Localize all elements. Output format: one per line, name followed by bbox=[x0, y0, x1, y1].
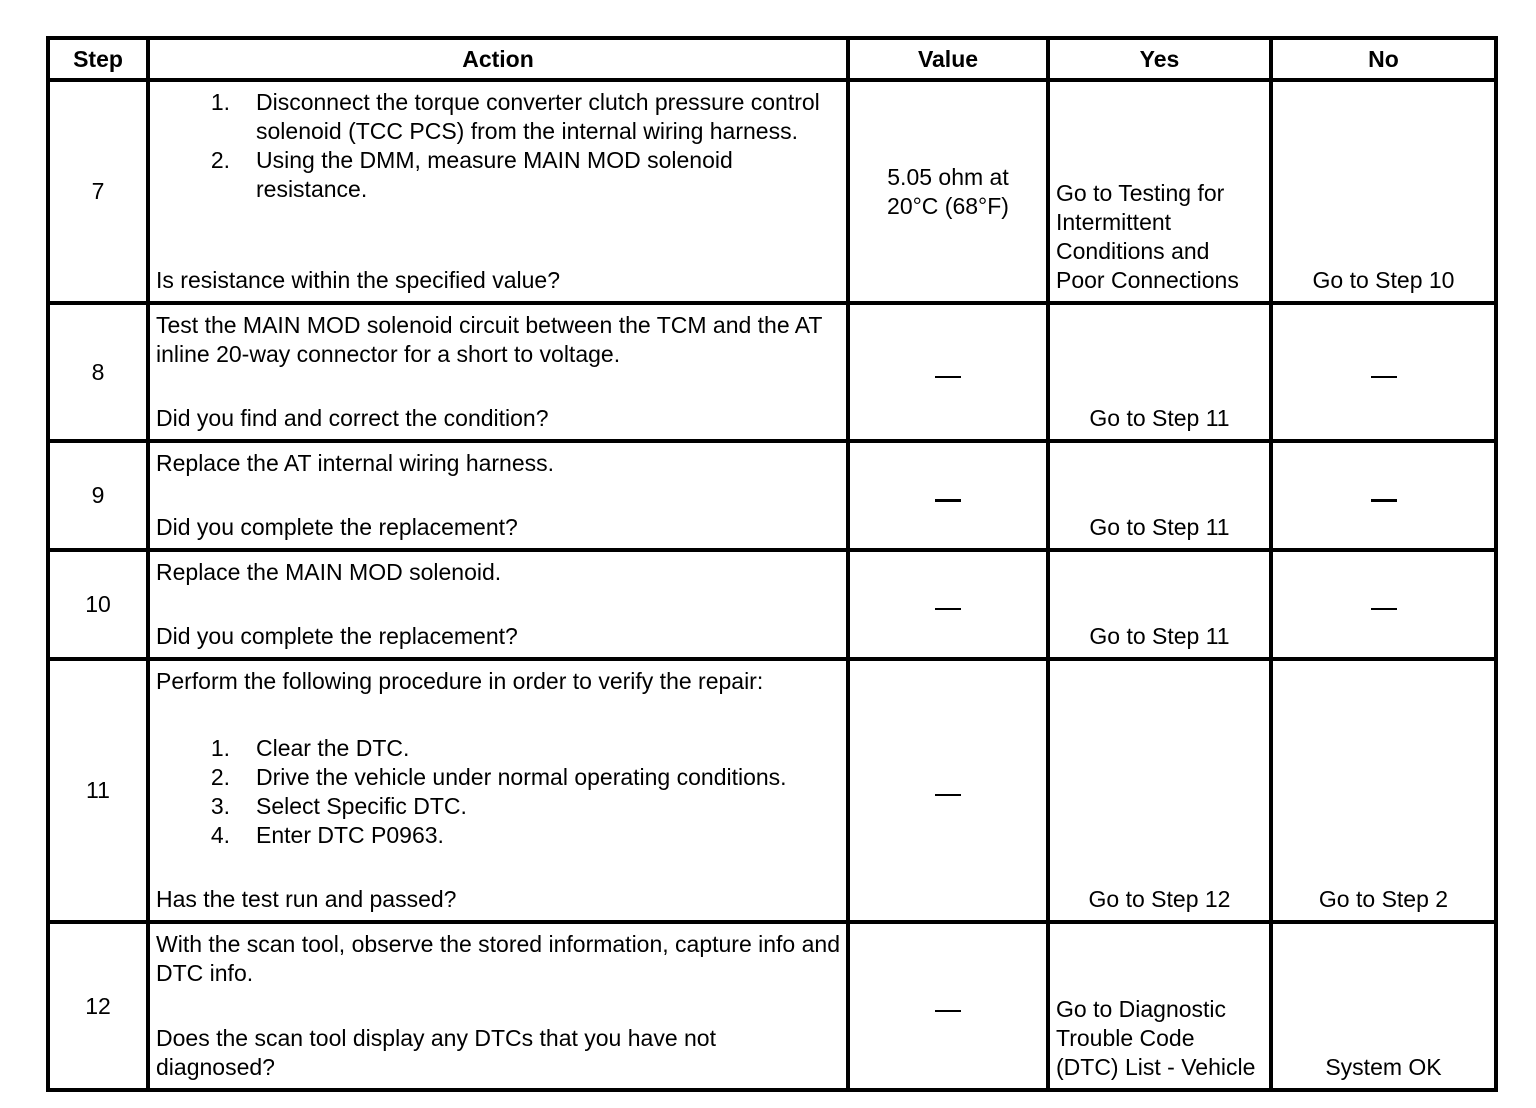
table-row-step-10 bbox=[48, 550, 1496, 659]
table-row-step-9 bbox=[48, 441, 1496, 550]
action-step: 3. Select Specific DTC. bbox=[210, 793, 467, 819]
action-question: Does the scan tool display any DTCs that you have not diagnosed? bbox=[156, 1025, 716, 1080]
dash-mark bbox=[935, 608, 961, 610]
yes-cell: Go to Step 11 bbox=[1048, 441, 1271, 550]
value-cell bbox=[848, 550, 1048, 659]
value-cell bbox=[848, 441, 1048, 550]
action-text: Perform the following procedure in order to verify the repair: bbox=[156, 668, 764, 694]
diagnostic-table bbox=[46, 36, 1498, 1092]
no-cell bbox=[1271, 550, 1496, 659]
table-row-step-8 bbox=[48, 303, 1496, 441]
yes-cell: Go to Diagnostic Trouble Code (DTC) List - Vehicle bbox=[1048, 922, 1271, 1090]
step-number: 8 bbox=[48, 303, 148, 441]
action-steps-list bbox=[156, 88, 840, 204]
step-number: 12 bbox=[48, 922, 148, 1090]
header-no: No bbox=[1271, 38, 1496, 80]
action-step: 4. Enter DTC P0963. bbox=[210, 822, 444, 848]
header-yes: Yes bbox=[1048, 38, 1271, 80]
no-cell: System OK bbox=[1271, 922, 1496, 1090]
dash-mark bbox=[935, 499, 961, 502]
step-number: 11 bbox=[48, 659, 148, 922]
action-text: Replace the MAIN MOD solenoid. bbox=[156, 559, 502, 585]
no-cell bbox=[1271, 303, 1496, 441]
table-row-step-12 bbox=[48, 922, 1496, 1090]
dash-mark bbox=[935, 376, 961, 378]
no-cell: Go to Step 2 bbox=[1271, 659, 1496, 922]
step-number: 7 bbox=[48, 80, 148, 303]
action-question: Did you complete the replacement? bbox=[156, 623, 518, 649]
action-steps-list bbox=[156, 734, 840, 850]
dash-mark bbox=[935, 794, 961, 796]
action-cell bbox=[148, 659, 848, 922]
action-question: Did you complete the replacement? bbox=[156, 514, 518, 540]
action-question: Has the test run and passed? bbox=[156, 886, 457, 912]
table-row-step-11 bbox=[48, 659, 1496, 922]
yes-cell: Go to Step 11 bbox=[1048, 303, 1271, 441]
action-cell bbox=[148, 441, 848, 550]
value-cell bbox=[848, 303, 1048, 441]
value-cell bbox=[848, 922, 1048, 1090]
step-number: 9 bbox=[48, 441, 148, 550]
dash-mark bbox=[1371, 376, 1397, 378]
action-step: 2. Drive the vehicle under normal operating conditions. bbox=[210, 764, 787, 790]
action-text: With the scan tool, observe the stored information, capture info and DTC info. bbox=[156, 931, 840, 986]
dash-mark bbox=[935, 1010, 961, 1012]
header-row bbox=[48, 38, 1496, 80]
action-step: 1. Clear the DTC. bbox=[210, 735, 410, 761]
yes-cell: Go to Step 11 bbox=[1048, 550, 1271, 659]
yes-cell: Go to Testing for Intermittent Conditions and Poor Connections bbox=[1048, 80, 1271, 303]
action-cell bbox=[148, 303, 848, 441]
value-cell: 5.05 ohm at 20°C (68°F) bbox=[848, 80, 1048, 303]
action-question: Did you find and correct the condition? bbox=[156, 405, 549, 431]
action-question: Is resistance within the specified value? bbox=[156, 267, 560, 293]
action-text: Test the MAIN MOD solenoid circuit between the TCM and the AT inline 20-way connector for a short to voltage. bbox=[156, 312, 823, 367]
table-row-step-7 bbox=[48, 80, 1496, 303]
yes-cell: Go to Step 12 bbox=[1048, 659, 1271, 922]
action-text: Replace the AT internal wiring harness. bbox=[156, 450, 555, 476]
action-cell bbox=[148, 80, 848, 303]
action-cell bbox=[148, 922, 848, 1090]
action-step: 1. Disconnect the torque converter clutch pressure control solenoid (TCC PCS) from the internal wiring harness. bbox=[210, 89, 820, 144]
action-cell bbox=[148, 550, 848, 659]
no-cell: Go to Step 10 bbox=[1271, 80, 1496, 303]
value-cell bbox=[848, 659, 1048, 922]
dash-mark bbox=[1371, 499, 1397, 502]
header-step: Step bbox=[48, 38, 148, 80]
header-value: Value bbox=[848, 38, 1048, 80]
dash-mark bbox=[1371, 608, 1397, 610]
no-cell bbox=[1271, 441, 1496, 550]
header-action: Action bbox=[148, 38, 848, 80]
step-number: 10 bbox=[48, 550, 148, 659]
action-step: 2. Using the DMM, measure MAIN MOD solenoid resistance. bbox=[210, 147, 733, 202]
